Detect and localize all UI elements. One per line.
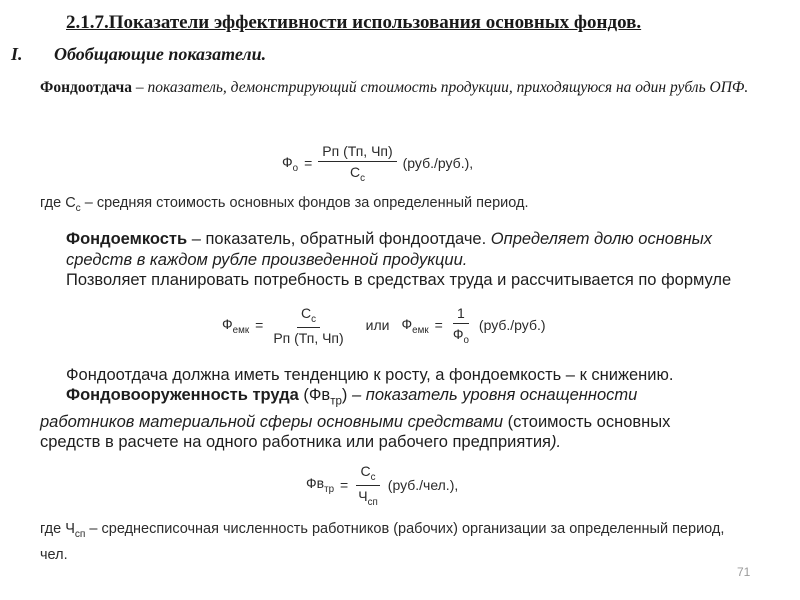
formula2-lhs: $Ф_{емк}$: [222, 315, 250, 336]
fondoemkost-line3: Позволяет планировать потребность в средствах труда и рассчитывается по формуле: [66, 271, 732, 289]
formula-fondovooruzhennost: $Фв_{тр}$ = $\frac{С_с}{Ч_{сп}}$ (руб./чел.),: [306, 463, 459, 508]
fondoemkost-italic: Определяет долю основных средств в каждом рубле произведенной продукции.: [66, 230, 713, 269]
page-title: 2.1.7.Показатели эффективности использования основных фондов.: [66, 12, 642, 33]
formula2-or: или: [365, 317, 390, 334]
line-trend: Фондоотдача должна иметь тенденцию к росту, а фондоемкость – к снижению.: [66, 366, 674, 384]
section-title: Обобщающие показатели.: [54, 44, 267, 64]
fondovooruzhennost-term: Фондовооруженность труда: [66, 386, 299, 404]
fondoemkost-term: Фондоемкость: [66, 230, 188, 248]
intro-definition: – показатель, демонстрирующий стоимость продукции, приходящуюся на один рубль ОПФ.: [132, 79, 749, 96]
formula1-eq: =: [304, 155, 313, 172]
formula1-lhs: $Ф_о$: [282, 153, 299, 174]
formula1-denominator: $С_с$: [349, 164, 365, 184]
formula2-unit: (руб./руб.): [478, 317, 546, 334]
formula2-fraction: $\frac{С_с}{Рп (Тп, Чп)}$: [273, 305, 344, 346]
note-chsp: где $Ч_{сп}$ – среднесписочная численность работников (рабочих) организации за определенный период, чел.: [40, 521, 725, 563]
formula3-lhs: $Фв_{тр}$: [306, 475, 335, 496]
paragraph-fondoemkost: Фондоемкость – показатель, обратный фондоотдаче. Определяет долю основных средств в каждом рубле произведенной продукции. Позволяет планировать потребность в средствах труда и рассчитывается по формуле: [66, 230, 732, 289]
intro-paragraph: [40, 76, 770, 99]
page-number: 71: [737, 565, 751, 579]
formula-fondootdacha: [282, 143, 473, 184]
formula1-numerator: Рп (Тп, Чп): [318, 143, 396, 162]
intro-term: Фондоотдача: [40, 79, 133, 96]
section-number: I.: [11, 44, 23, 64]
formula2-lhs2: $Ф_{емк}$: [401, 315, 429, 336]
paragraph-fondovooruzhennost: Фондовооруженность труда $(Фв_{тр})$ – показатель уровня оснащенности работников материальной сферы основными средствами (стоимость основных средств в расчете на одного работника или рабочего предприятия).: [40, 386, 671, 452]
formula1-unit: (руб./руб.),: [402, 155, 474, 172]
formula-fondoemkost: $Ф_{емк}$ = $\frac{С_с}{Рп (Тп, Чп)}$ или $Ф_{емк}$ = $\frac{1}{Ф_о}$ (руб./руб.): [222, 305, 546, 346]
formula3-unit: (руб./чел.),: [387, 477, 459, 494]
formula1-fraction: [318, 143, 396, 184]
note-cc: где $С_с$ – средняя стоимость основных фондов за определенный период.: [40, 195, 529, 214]
formula2-fraction2: $\frac{1}{Ф_о}$: [452, 305, 469, 346]
formula3-fraction: $\frac{С_с}{Ч_{сп}}$: [358, 463, 378, 508]
